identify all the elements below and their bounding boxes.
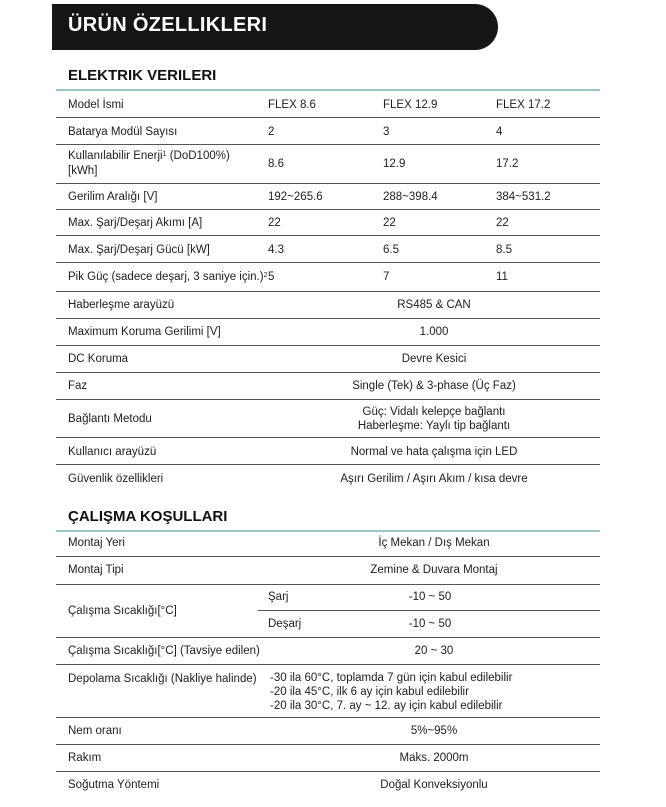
condition-value: -10 ~ 50 [408, 591, 452, 603]
condition-value: Maks. 2000m [399, 752, 469, 764]
sub-row-divider [258, 610, 600, 611]
spec-label: Haberleşme arayüzü [68, 299, 175, 311]
condition-value: 5%~95% [410, 725, 458, 737]
spec-value: 12.9 [383, 158, 406, 170]
spec-label: Max. Şarj/Deşarj Gücü [kW] [68, 244, 210, 256]
row-divider [56, 584, 600, 585]
spec-value: 8.6 [268, 158, 284, 170]
storage-line: -30 ila 60°C, toplamda 7 gün için kabul edilebilir [270, 672, 513, 684]
spec-label: Gerilim Aralığı [V] [68, 191, 158, 203]
condition-label: Soğutma Yöntemi [68, 779, 160, 791]
spec-label: Kullanılabilir Enerji$^1$ (DoD100%) [68, 150, 230, 162]
spec-label: Pik Güç (sadece deşarj, 3 saniye için.)$^2$ [68, 271, 268, 283]
spec-value: 2 [268, 126, 275, 138]
spec-value: Güç: Vidalı kelepçe bağlantı [362, 406, 506, 418]
spec-label: Bağlantı Metodu [68, 413, 152, 425]
condition-value: İç Mekan / Dış Mekan [378, 537, 490, 549]
operating-section-title: ÇALIŞMA KOŞULLARI [68, 508, 228, 525]
row-divider [56, 262, 600, 263]
row-divider [56, 345, 600, 346]
spec-label: Maximum Koruma Gerilimi [V] [68, 326, 221, 338]
spec-value: 3 [383, 126, 390, 138]
spec-value: 384~531.2 [496, 191, 551, 203]
row-divider [56, 318, 600, 319]
model-name: FLEX 12.9 [383, 99, 438, 111]
spec-value: 1.000 [419, 326, 449, 338]
section-divider [56, 89, 600, 91]
spec-value: 11 [496, 271, 508, 283]
spec-value: Aşırı Gerilim / Aşırı Akım / kısa devre [340, 473, 528, 485]
spec-value: 6.5 [383, 244, 399, 256]
row-divider [56, 437, 600, 438]
row-divider [56, 637, 600, 638]
spec-value: 8.5 [496, 244, 512, 256]
spec-value: 4.3 [268, 244, 284, 256]
model-name: FLEX 17.2 [496, 99, 551, 111]
condition-label: Montaj Yeri [68, 537, 125, 549]
electrical-section-title: ELEKTRIK VERILERI [68, 67, 217, 84]
model-name: FLEX 8.6 [268, 99, 316, 111]
row-divider [56, 183, 600, 184]
spec-value: RS485 & CAN [397, 299, 471, 311]
condition-value: Zemine & Duvara Montaj [370, 564, 498, 576]
spec-label: DC Koruma [68, 353, 129, 365]
condition-label: Depolama Sıcaklığı (Nakliye halinde) [68, 673, 257, 685]
spec-value: 22 [268, 217, 281, 229]
row-divider [56, 209, 600, 210]
row-divider [56, 744, 600, 745]
storage-line: -20 ila 30°C, 7. ay ~ 12. ay için kabul edilebilir [270, 700, 503, 712]
sub-condition-label: Şarj [268, 591, 289, 603]
spec-label: Güvenlik özellikleri [68, 473, 164, 485]
sub-condition-label: Deşarj [268, 618, 302, 630]
spec-value: 7 [383, 271, 390, 283]
spec-label: Batarya Modül Sayısı [68, 126, 178, 138]
spec-value: 17.2 [496, 158, 519, 170]
row-divider [56, 717, 600, 718]
footnote-marker: 1 [162, 151, 167, 158]
section-divider [56, 530, 600, 532]
spec-value: Normal ve hata çalışma için LED [350, 446, 518, 458]
condition-value: -10 ~ 50 [408, 618, 452, 630]
row-divider [56, 556, 600, 557]
storage-line: -20 ila 45°C, ilk 6 ay için kabul edilebilir [270, 686, 469, 698]
spec-value: 192~265.6 [268, 191, 323, 203]
spec-label-unit: [kWh] [68, 165, 98, 177]
spec-value: 22 [383, 217, 396, 229]
row-divider [56, 291, 600, 292]
condition-value: Doğal Konveksiyonlu [380, 779, 488, 791]
spec-label: Faz [68, 380, 88, 392]
row-divider [56, 664, 600, 665]
condition-label: Çalışma Sıcaklığı[°C] (Tavsiye edilen) [68, 645, 260, 657]
condition-label: Nem oranı [68, 725, 122, 737]
spec-value: 22 [496, 217, 509, 229]
spec-value: Devre Kesici [401, 353, 467, 365]
condition-label: Çalışma Sıcaklığı[°C] [68, 605, 177, 617]
footnote-marker: 2 [263, 272, 268, 279]
spec-value: Single (Tek) & 3-phase (Üç Faz) [352, 380, 516, 392]
spec-value: 5 [268, 271, 275, 283]
condition-label: Rakım [68, 752, 102, 764]
row-divider [56, 235, 600, 236]
row-divider [56, 399, 600, 400]
row-divider [56, 117, 600, 118]
spec-label: Kullanıcı arayüzü [68, 446, 157, 458]
model-label: Model İsmi [68, 99, 124, 111]
row-divider [56, 771, 600, 772]
condition-label: Montaj Tipi [68, 564, 124, 576]
condition-value: 20 ~ 30 [414, 645, 454, 657]
page-title: ÜRÜN ÖZELLIKLERI [68, 14, 268, 36]
spec-value: Haberleşme: Yaylı tip bağlantı [357, 420, 511, 432]
row-divider [56, 464, 600, 465]
spec-value: 4 [496, 126, 503, 138]
row-divider [56, 372, 600, 373]
spec-label: Max. Şarj/Deşarj Akımı [A] [68, 217, 203, 229]
row-divider [56, 144, 600, 145]
spec-value: 288~398.4 [383, 191, 438, 203]
